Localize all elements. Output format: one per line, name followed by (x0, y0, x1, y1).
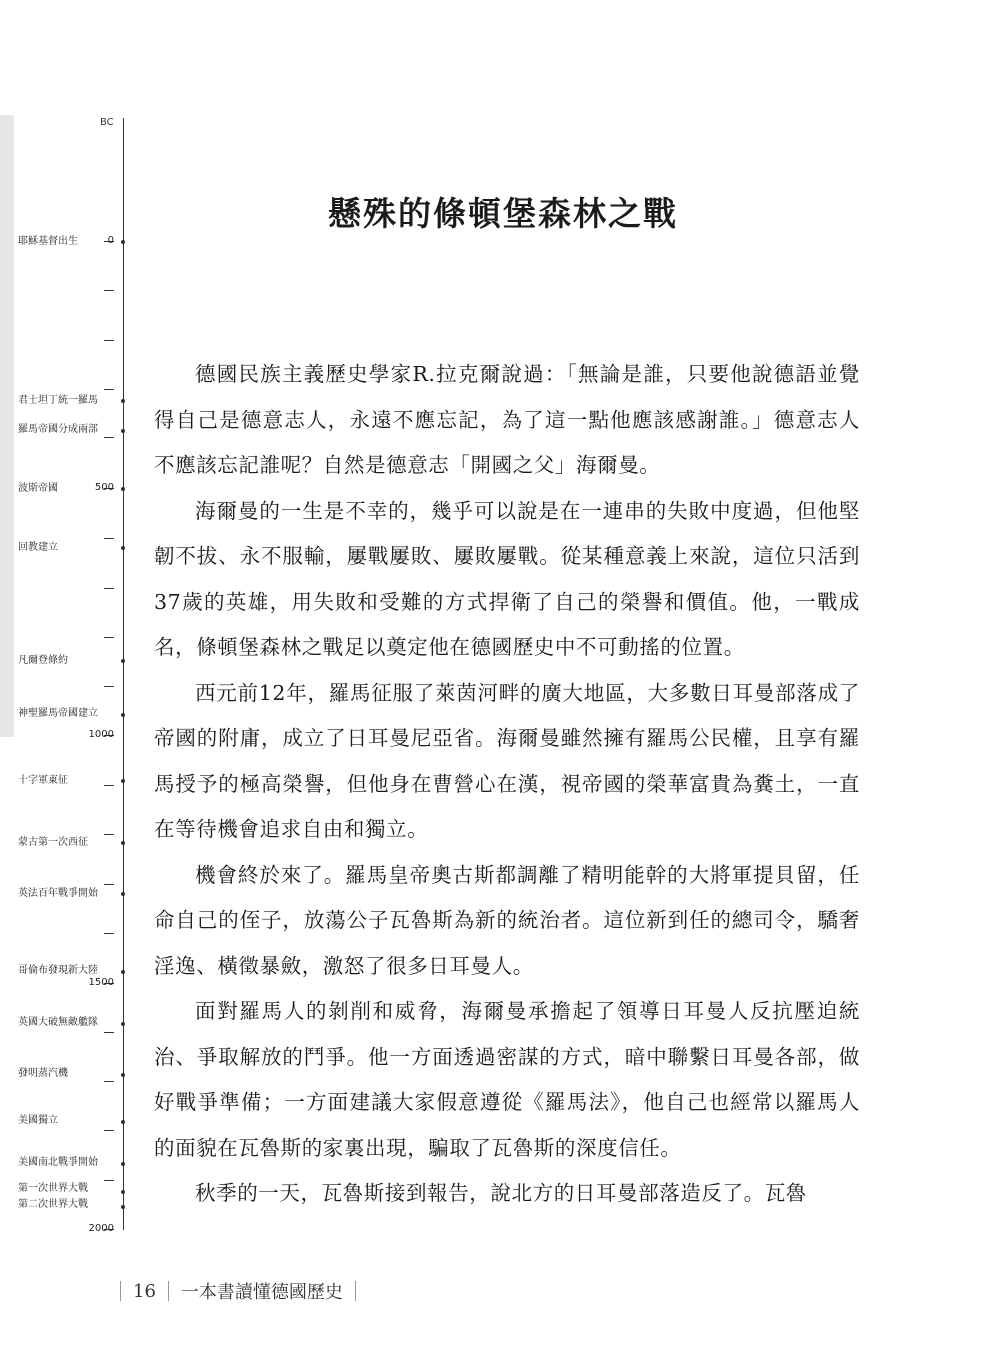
event-marker (121, 1190, 125, 1194)
timeline-header: BC (100, 117, 114, 128)
timeline-year: 0 (107, 235, 114, 246)
timeline-tick (104, 834, 114, 835)
timeline-event: 美國南北戰爭開始 (18, 1157, 98, 1168)
timeline-event: 第一次世界大戰 (18, 1183, 88, 1194)
event-marker (121, 970, 125, 974)
timeline-tick (104, 785, 114, 786)
paragraph: 機會終於來了。羅馬皇帝奧古斯都調離了精明能幹的大將軍提貝留，任命自己的侄子，放蕩公子瓦魯斯為新的統治者。這位新到任的總司令，驕奢淫逸、橫徵暴斂，激怒了很多日耳曼人。 (154, 862, 860, 978)
event-marker (121, 1120, 125, 1124)
page-footer (120, 1278, 368, 1304)
event-marker (121, 1022, 125, 1026)
timeline-event: 波斯帝國 (18, 483, 58, 494)
event-marker (121, 1205, 125, 1209)
paragraph: 秋季的一天，瓦魯斯接到報告，說北方的日耳曼部落造反了。瓦魯 (195, 1181, 807, 1205)
paragraph: 德國民族主義歷史學家R.拉克爾說過：「無論是誰，只要他說德語並覺得自己是德意志人，永遠不應忘記，為了這一點他應該感謝誰。」德意志人不應該忘記誰呢？自然是德意志「開國之父」海爾曼。 (154, 362, 860, 477)
timeline-event: 耶穌基督出生 (18, 236, 78, 247)
event-marker (121, 546, 125, 550)
timeline-event: 回教建立 (18, 542, 58, 553)
timeline-tick (104, 389, 114, 390)
paragraph: 面對羅馬人的剝削和威脅，海爾曼承擔起了領導日耳曼人反抗壓迫統治、爭取解放的鬥爭。他一方面透過密謀的方式，暗中聯繫日耳曼各部，做好戰爭準備；一方面建議大家假意遵從《羅馬法》，他自己也經常以羅馬人的面貌在瓦魯斯的家裏出現，騙取了瓦魯斯的深度信任。 (154, 999, 860, 1160)
timeline-event: 英國大破無敵艦隊 (18, 1017, 98, 1028)
event-marker (121, 1073, 125, 1077)
timeline-event: 羅馬帝國分成兩部 (18, 424, 98, 435)
event-marker (121, 841, 125, 845)
timeline-event: 第二次世界大戰 (18, 1199, 88, 1210)
timeline-axis (123, 118, 124, 1230)
paragraph: 海爾曼的一生是不幸的，幾乎可以說是在一連串的失敗中度過，但他堅韌不拔、永不服輸，屢戰屢敗、屢敗屢戰。從某種意義上來說，這位只活到37歲的英雄，用失敗和受難的方式捍衛了自己的榮譽和價值。他，一戰成名，條頓堡森林之戰足以奠定他在德國歷史中不可動搖的位置。 (154, 498, 860, 659)
timeline-tick (104, 933, 114, 934)
timeline-tick (104, 1130, 114, 1131)
event-marker (121, 399, 125, 403)
timeline-year: 1000 (88, 729, 114, 740)
timeline-tick (104, 1032, 114, 1033)
footer-divider (120, 1281, 121, 1301)
page-number: 16 (133, 1280, 156, 1302)
event-marker (121, 659, 125, 663)
timeline-event: 神聖羅馬帝國建立 (18, 708, 98, 719)
timeline-event: 美國獨立 (18, 1115, 58, 1126)
timeline-event: 君士坦丁統一羅馬 (18, 395, 98, 406)
timeline-event: 蒙古第一次西征 (18, 837, 88, 848)
footer-divider (355, 1281, 356, 1301)
event-marker (121, 892, 125, 896)
event-marker (121, 779, 125, 783)
article-title: 懸殊的條頓堡森林之戰 (328, 194, 678, 233)
paragraph: 西元前12年，羅馬征服了萊茵河畔的廣大地區，大多數日耳曼部落成了帝國的附庸，成立了日耳曼尼亞省。海爾曼雖然擁有羅馬公民權，且享有羅馬授予的極高榮譽，但他身在曹營心在漢，視帝國的榮華富貴為糞土，一直在等待機會追求自由和獨立。 (154, 680, 860, 841)
timeline-event: 發明蒸汽機 (18, 1068, 68, 1079)
timeline-event: 英法百年戰爭開始 (18, 888, 98, 899)
timeline-tick (104, 1081, 114, 1082)
timeline-tick (104, 884, 114, 885)
timeline-event: 十字軍東征 (18, 775, 68, 786)
article-body (154, 352, 860, 1217)
timeline-tick (104, 588, 114, 589)
event-marker (121, 487, 125, 491)
timeline-year: 1500 (88, 977, 114, 988)
book-title: 一本書讀懂德國歷史 (180, 1282, 343, 1303)
event-marker (121, 429, 125, 433)
timeline-tick (104, 637, 114, 638)
event-marker (121, 713, 125, 717)
timeline-tick (104, 538, 114, 539)
timeline-event: 凡爾登條約 (18, 655, 68, 666)
footer-divider (168, 1281, 169, 1301)
event-marker (121, 1162, 125, 1166)
timeline-tick (104, 290, 114, 291)
timeline-tick (104, 340, 114, 341)
timeline-tick (104, 1180, 114, 1181)
margin-shade (0, 115, 14, 737)
timeline-event: 哥倫布發現新大陸 (18, 965, 98, 976)
timeline-year: 2000 (88, 1223, 114, 1234)
timeline-tick (104, 437, 114, 438)
timeline-year: 500 (94, 482, 114, 493)
event-marker (121, 240, 125, 244)
timeline-tick (104, 686, 114, 687)
